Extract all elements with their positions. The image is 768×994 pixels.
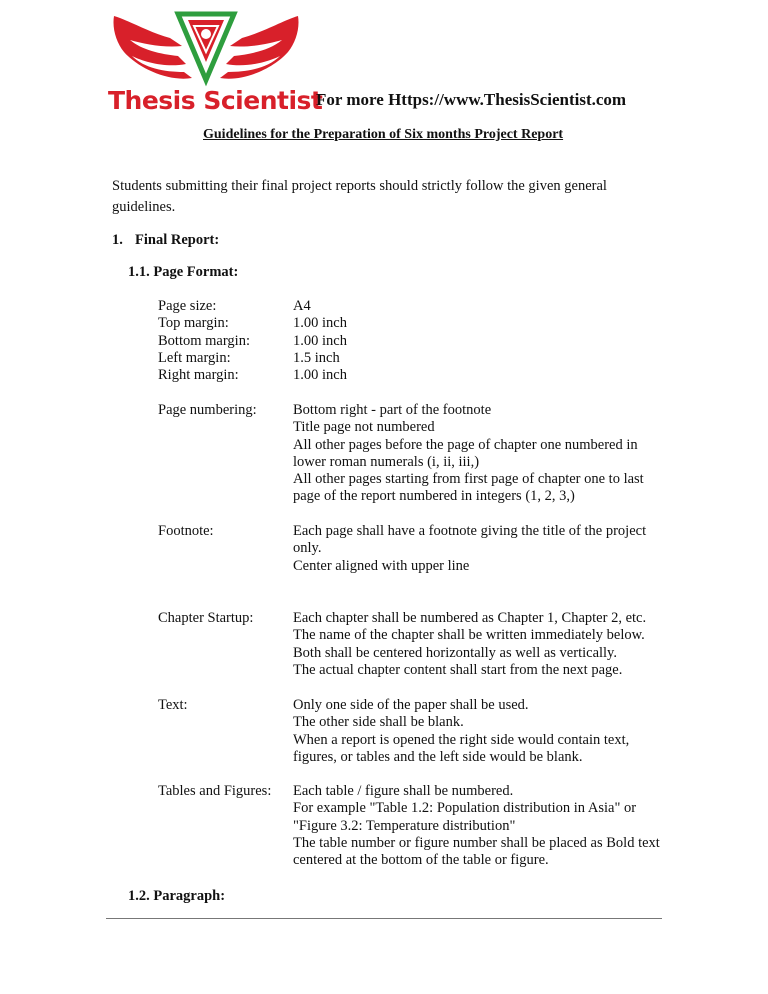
rule-line: When a report is opened the right side would contain text, xyxy=(293,731,630,748)
spec-page-size xyxy=(158,298,688,315)
rule-line: The other side shall be blank. xyxy=(293,714,464,731)
rule-line: The table number or figure number shall be placed as Bold text xyxy=(293,834,660,851)
intro-paragraph: Students submitting their final project reports should strictly follow the given general guidelines. xyxy=(112,178,607,215)
rule-line: All other pages starting from first page of chapter one to last xyxy=(293,471,644,488)
footer-divider xyxy=(106,918,662,919)
rule-label: Text: xyxy=(158,697,188,713)
rule-line: For example "Table 1.2: Population distribution in Asia" or xyxy=(293,800,637,817)
spec-value: 1.5 inch xyxy=(293,349,340,366)
subsection-heading-paragraph: 1.2. Paragraph: xyxy=(128,888,226,904)
rule-label: Footnote: xyxy=(158,523,214,539)
rule-line: lower roman numerals (i, ii, iii,) xyxy=(293,453,480,470)
rule-tables-and-figures xyxy=(158,783,688,869)
rule-line: Only one side of the paper shall be used. xyxy=(293,697,529,713)
logo-wordmark: Thesis Scientist xyxy=(108,86,323,115)
spec-label: Right margin: xyxy=(158,367,239,384)
rule-text xyxy=(158,697,688,766)
website-link[interactable]: For more Https://www.ThesisScientist.com xyxy=(316,90,627,109)
spec-label: Bottom margin: xyxy=(158,332,250,349)
winged-triangle-emblem-icon xyxy=(108,10,304,90)
subsection-heading-page-format: 1.1. Page Format: xyxy=(128,264,239,280)
spec-bottom-margin xyxy=(158,333,688,350)
thesis-scientist-logo xyxy=(108,10,323,115)
rule-line: Title page not numbered xyxy=(293,419,435,436)
rule-value xyxy=(293,523,688,575)
spec-value: A4 xyxy=(293,298,311,314)
rule-line: The actual chapter content shall start from the next page. xyxy=(293,661,623,678)
rule-line: only. xyxy=(293,540,322,557)
rule-value xyxy=(293,610,688,679)
spec-left-margin xyxy=(158,350,688,367)
rule-label: Page numbering: xyxy=(158,402,257,418)
rule-page-numbering xyxy=(158,402,688,506)
section-title: Final Report: xyxy=(135,232,220,248)
rule-line: Each chapter shall be numbered as Chapter 1, Chapter 2, etc. xyxy=(293,610,647,626)
rule-footnote xyxy=(158,523,688,575)
rule-line: centered at the bottom of the table or figure. xyxy=(293,852,549,869)
rule-line: The name of the chapter shall be written immediately below. xyxy=(293,627,645,644)
document-title: Guidelines for the Preparation of Six months Project Report xyxy=(203,127,564,142)
spec-right-margin xyxy=(158,367,688,384)
spec-label: Top margin: xyxy=(158,315,229,332)
rule-line: page of the report numbered in integers (1, 2, 3,) xyxy=(293,488,575,505)
rule-label: Chapter Startup: xyxy=(158,610,254,626)
rule-label: Tables and Figures: xyxy=(158,783,272,799)
rule-line: Center aligned with upper line xyxy=(293,557,470,574)
rule-value xyxy=(293,783,688,869)
spec-value: 1.00 inch xyxy=(293,367,347,384)
spec-label: Left margin: xyxy=(158,349,231,366)
rule-line: Each table / figure shall be numbered. xyxy=(293,783,514,799)
section-number: 1. xyxy=(112,232,123,248)
spec-label: Page size: xyxy=(158,298,217,314)
spec-value: 1.00 inch xyxy=(293,332,347,349)
spec-top-margin xyxy=(158,315,688,332)
rule-chapter-startup xyxy=(158,610,688,679)
rule-value xyxy=(293,402,688,506)
rule-value xyxy=(293,697,688,766)
rule-line: All other pages before the page of chapter one numbered in xyxy=(293,436,638,453)
spec-value: 1.00 inch xyxy=(293,315,347,332)
rule-line: Both shall be centered horizontally as well as vertically. xyxy=(293,644,617,661)
rule-line: "Figure 3.2: Temperature distribution" xyxy=(293,817,516,834)
section-heading-final-report xyxy=(112,232,219,249)
rule-line: Bottom right - part of the footnote xyxy=(293,402,492,418)
rule-line: figures, or tables and the left side would be blank. xyxy=(293,748,583,765)
rule-line: Each page shall have a footnote giving the title of the project xyxy=(293,523,647,539)
